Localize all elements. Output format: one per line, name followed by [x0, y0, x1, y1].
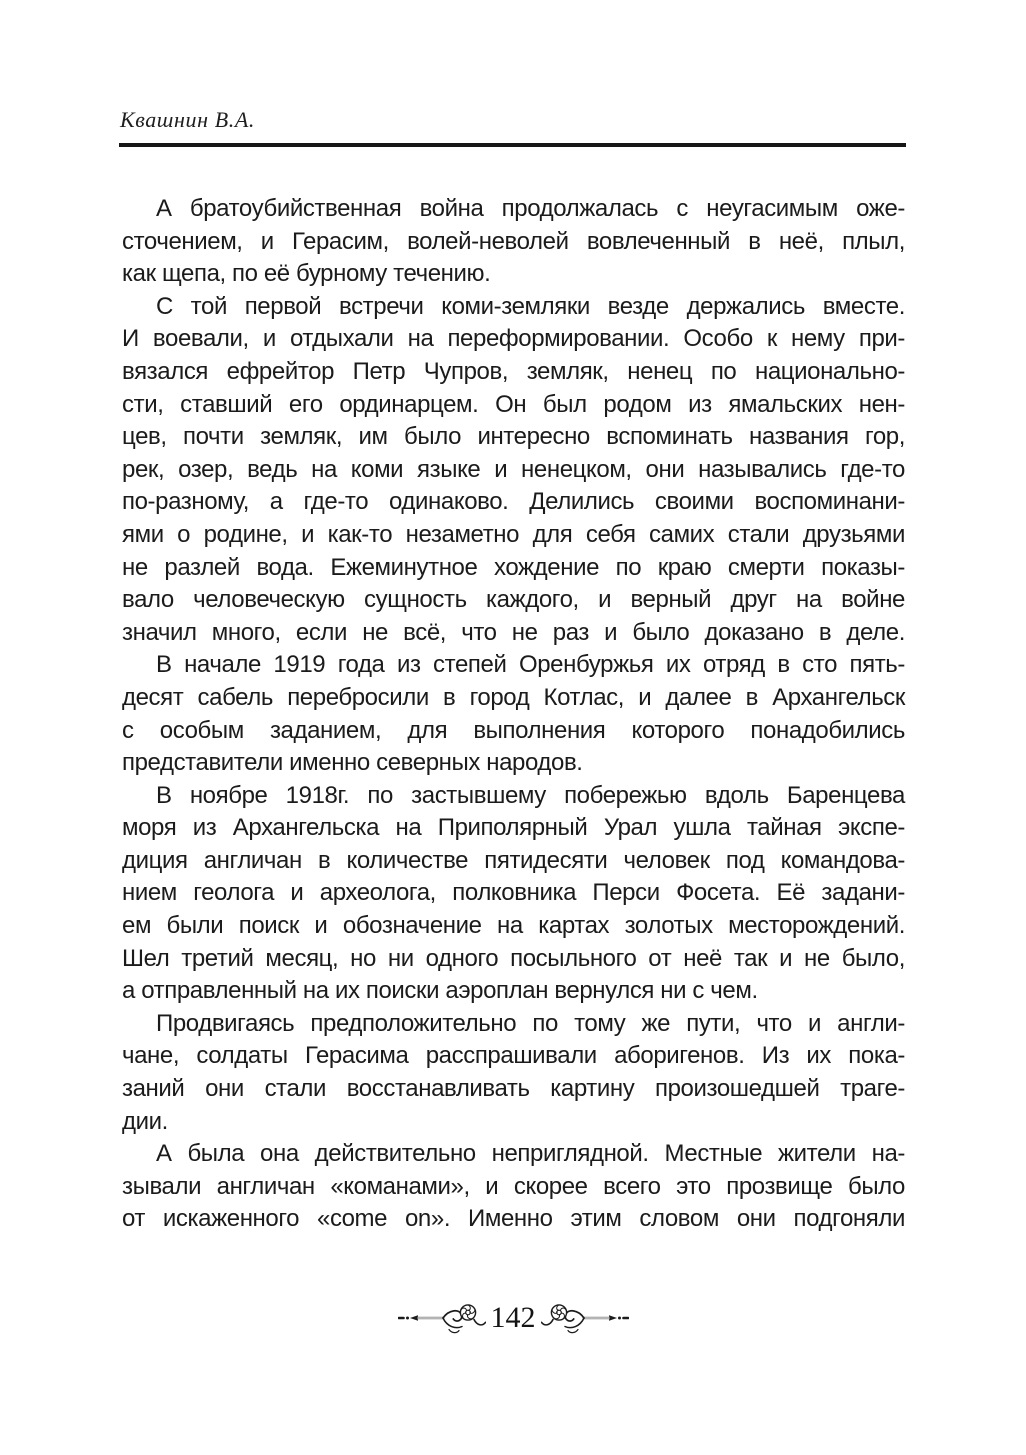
text-line: Продвигаясь предположительно по тому же пути, что и англи-	[156, 1009, 905, 1037]
text-line: В начале 1919 года из степей Оренбуржья их отряд в сто пять-	[156, 651, 905, 679]
text-line: а отправленный на их поиски аэроплан вернулся ни с чем.	[122, 977, 758, 1005]
text-line: зывали англичан «команами», и скорее всего это прозвище было	[122, 1172, 905, 1200]
text-line: моря из Архангельска на Приполярный Урал ушла тайная экспе-	[122, 814, 905, 842]
header-rule	[119, 143, 906, 147]
text-line: А братоубийственная война продолжалась с неугасимым оже-	[156, 195, 905, 222]
text-line: вало человеческую сущность каждого, и верный друг на войне	[122, 586, 905, 614]
text-line: вязался ефрейтор Петр Чупров, земляк, ненец по национально-	[122, 357, 905, 385]
running-header-author: Квашнин В.А.	[120, 107, 256, 132]
text-line: ями о родине, и как-то незаметно для себя самих стали друзьями	[122, 520, 905, 548]
text-line: чане, солдаты Герасима расспрашивали аборигенов. Из их пока-	[122, 1042, 905, 1070]
paragraph	[122, 1138, 905, 1236]
footer-flourish-left-icon	[398, 1299, 486, 1337]
text-line: А была она действительно неприглядной. Местные жители на-	[156, 1140, 905, 1168]
text-line: дии.	[122, 1107, 168, 1135]
text-line: значил много, если не всё, что не раз и было доказано в деле.	[122, 618, 905, 646]
text-line: В ноябре 1918г. по застывшему побережью вдоль Баренцева	[156, 781, 905, 809]
text-line: десят сабель перебросили в город Котлас, и далее в Архангельск	[122, 683, 905, 711]
text-line: по-разному, а где-то одинаково. Делились своими воспоминани-	[122, 488, 905, 516]
paragraph	[122, 780, 905, 1008]
paragraph	[122, 291, 905, 650]
text-line: сточением, и Герасим, волей-неволей вовлеченный в неё, плыл,	[122, 227, 905, 255]
text-line: заний они стали восстанавливать картину произошедшей траге-	[122, 1075, 905, 1103]
paragraph	[122, 193, 905, 291]
text-line: И воевали, и отдыхали на переформировании. Особо к нему при-	[122, 325, 905, 353]
text-line: сти, ставший его ординарцем. Он был родом из ямальских нен-	[122, 390, 905, 418]
text-line: нием геолога и археолога, полковника Перси Фосета. Её задани-	[122, 879, 905, 907]
text-line: не разлей вода. Ежеминутное хождение по краю смерти показы-	[122, 553, 905, 581]
body-text	[122, 193, 905, 1236]
text-line: как щепа, по её бурному течению.	[122, 260, 491, 288]
text-line: представители именно северных народов.	[122, 749, 583, 777]
text-line: диция англичан в количестве пятидесяти человек под командова-	[122, 846, 905, 874]
text-line: ем были поиск и обозначение на картах золотых месторождений.	[122, 912, 905, 940]
text-line: Шел третий месяц, но ни одного посыльного от неё так и не было,	[122, 944, 905, 972]
text-line: рек, озер, ведь на коми языке и ненецком, они назывались где-то	[122, 455, 905, 483]
text-line: С той первой встречи коми-земляки везде держались вместе.	[156, 292, 905, 320]
paragraph	[122, 649, 905, 779]
footer-flourish-right-icon	[541, 1299, 629, 1337]
text-line: от искаженного «come on». Именно этим словом они подгоняли	[122, 1205, 905, 1233]
text-line: с особым заданием, для выполнения которого понадобились	[122, 716, 905, 744]
page-footer	[0, 1295, 1026, 1341]
text-line: цев, почти земляк, им было интересно вспоминать названия гор,	[122, 423, 905, 451]
paragraph	[122, 1008, 905, 1138]
page-number: 142	[490, 1301, 536, 1334]
